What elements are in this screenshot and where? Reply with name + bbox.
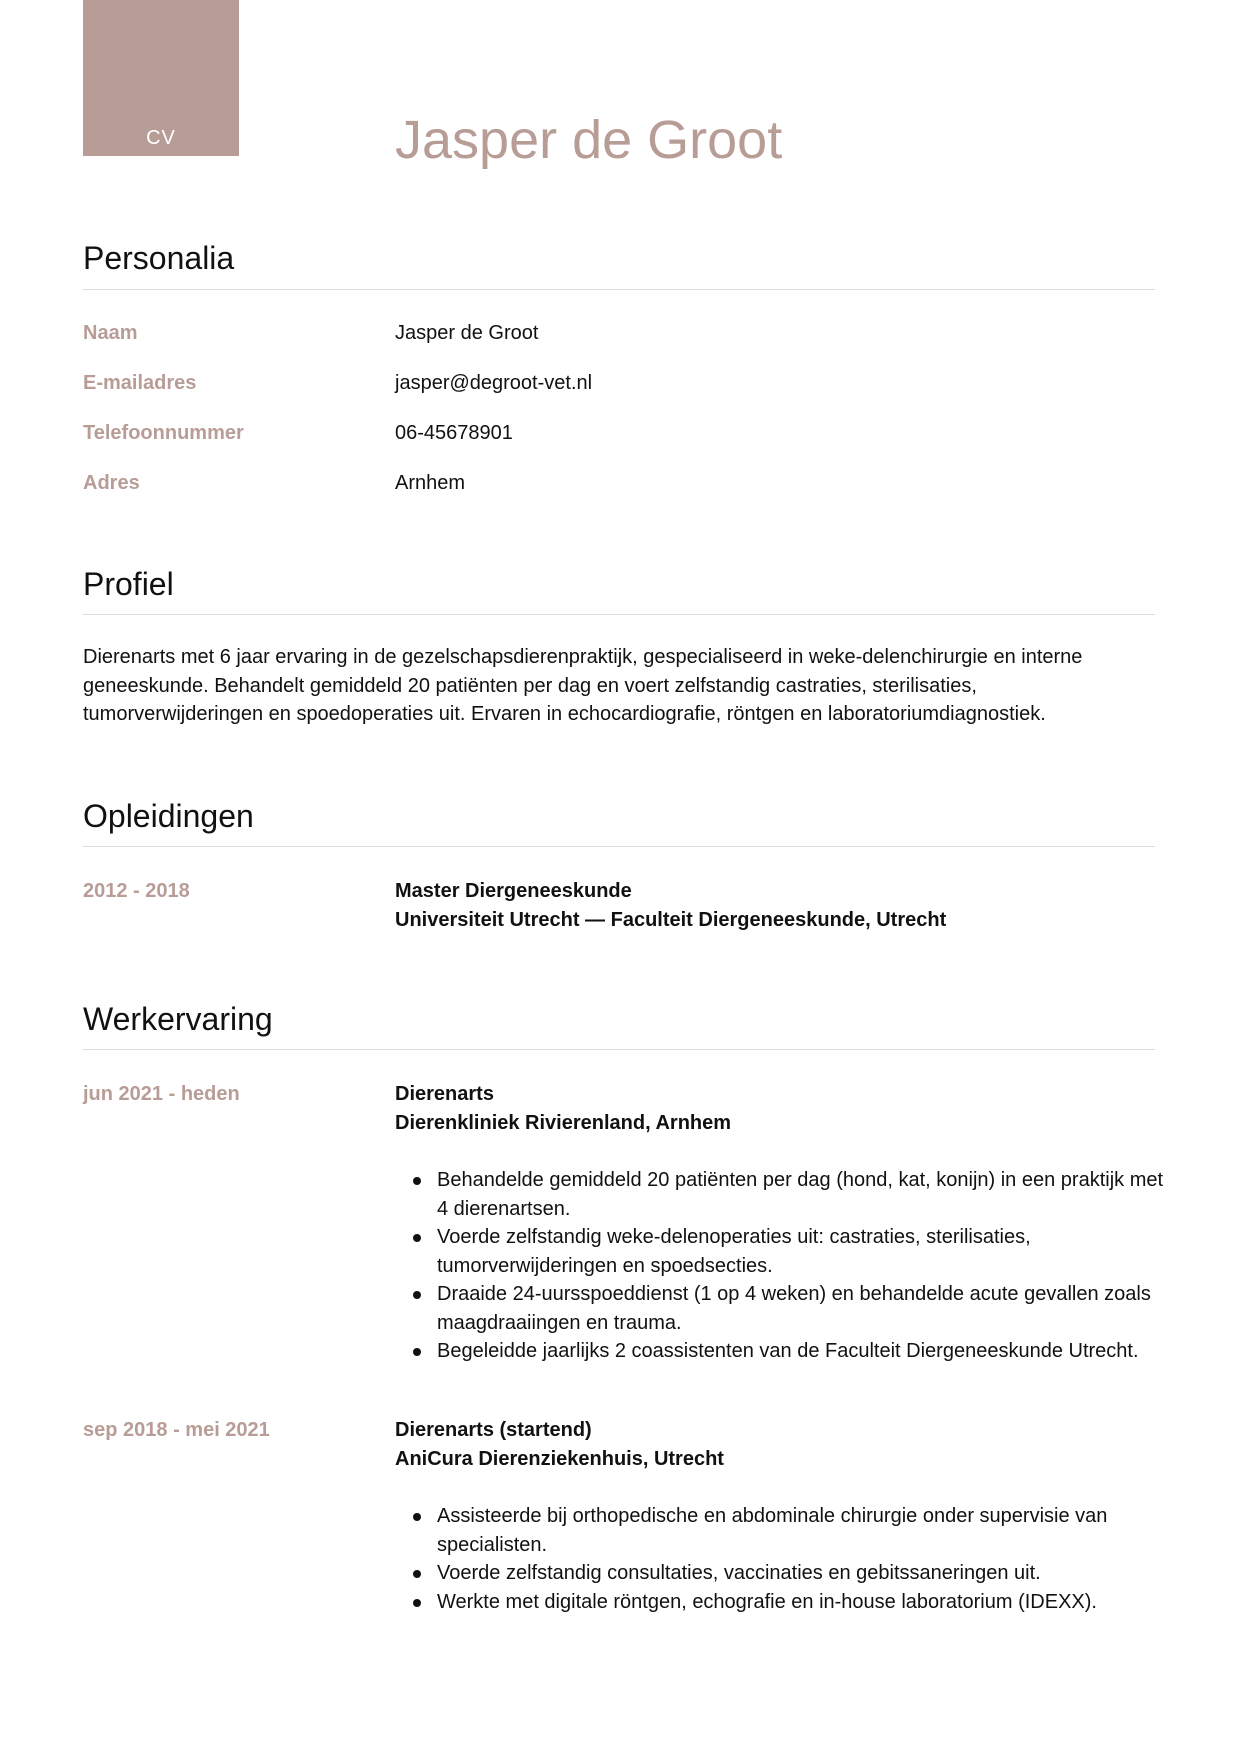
- list-item: [395, 1502, 1165, 1559]
- cv-badge-label: CV: [146, 127, 176, 149]
- field-label-adres: Adres: [83, 472, 140, 494]
- section-title-personalia: Personalia: [83, 240, 235, 276]
- education-institution: Universiteit Utrecht — Faculteit Diergeneeskunde, Utrecht: [395, 908, 947, 931]
- list-item: [395, 1559, 1165, 1588]
- list-item: [395, 1588, 1165, 1617]
- education-period: 2012 - 2018: [83, 880, 190, 902]
- bullet-text: Voerde zelfstandig consultaties, vaccinaties en gebitssaneringen uit.: [437, 1562, 1041, 1584]
- section-divider: [83, 289, 1155, 290]
- cv-badge: [83, 0, 239, 156]
- bullet-icon: [413, 1570, 421, 1578]
- job-entry: [395, 1416, 1155, 1473]
- list-item: [395, 1223, 1165, 1280]
- bullet-icon: [413, 1348, 421, 1356]
- job-period: sep 2018 - mei 2021: [83, 1419, 270, 1441]
- bullet-text: Behandelde gemiddeld 20 patiënten per dag (hond, kat, konijn) in een praktijk met 4 dierenartsen.: [437, 1169, 1164, 1220]
- job-employer: AniCura Dierenziekenhuis, Utrecht: [395, 1447, 724, 1470]
- field-value-telefoon: 06-45678901: [395, 422, 513, 444]
- job-entry: [395, 1080, 1155, 1137]
- education-entry: [395, 877, 1155, 934]
- field-value-adres: Arnhem: [395, 472, 466, 494]
- bullet-text: Draaide 24-uursspoeddienst (1 op 4 weken) en behandelde acute gevallen zoals maagdraaiingen en trauma.: [437, 1283, 1151, 1334]
- section-title-werkervaring: Werkervaring: [83, 1001, 273, 1037]
- job-bullet-list: [395, 1166, 1165, 1366]
- job-role: Dierenarts: [395, 1083, 494, 1105]
- bullet-icon: [413, 1599, 421, 1607]
- profile-summary: Dierenarts met 6 jaar ervaring in de gezelschapsdierenpraktijk, gespecialiseerd in weke-delenchirurgie en interne geneeskunde. Behandelt gemiddeld 20 patiënten per dag en voert zelfstandig castraties, sterilisaties, tumorverwijderingen en spoedoperaties uit. Ervaren in echocardiografie, röntgen en laboratoriumdiagnostiek.: [83, 646, 1083, 725]
- section-divider: [83, 1049, 1155, 1050]
- bullet-text: Voerde zelfstandig weke-delenoperaties uit: castraties, sterilisaties, tumorverwijderingen en spoedsecties.: [437, 1226, 1031, 1277]
- field-label-email: E-mailadres: [83, 372, 197, 394]
- field-value-naam: Jasper de Groot: [395, 322, 539, 344]
- job-role: Dierenarts (startend): [395, 1419, 592, 1441]
- page-title: Jasper de Groot: [395, 110, 783, 170]
- section-divider: [83, 614, 1155, 615]
- bullet-icon: [413, 1177, 421, 1185]
- education-degree: Master Diergeneeskunde: [395, 880, 632, 902]
- list-item: [395, 1166, 1165, 1223]
- bullet-text: Assisteerde bij orthopedische en abdominale chirurgie onder supervisie van specialisten.: [437, 1505, 1108, 1556]
- field-value-email: jasper@degroot-vet.nl: [395, 372, 593, 394]
- bullet-text: Begeleidde jaarlijks 2 coassistenten van de Faculteit Diergeneeskunde Utrecht.: [437, 1340, 1139, 1362]
- section-title-profiel: Profiel: [83, 566, 174, 602]
- job-bullet-list: [395, 1502, 1165, 1616]
- job-period: jun 2021 - heden: [83, 1083, 240, 1105]
- bullet-icon: [413, 1291, 421, 1299]
- list-item: [395, 1280, 1165, 1337]
- section-divider: [83, 846, 1155, 847]
- bullet-icon: [413, 1234, 421, 1242]
- field-label-telefoon: Telefoonnummer: [83, 422, 244, 444]
- job-employer: Dierenkliniek Rivierenland, Arnhem: [395, 1111, 732, 1134]
- bullet-icon: [413, 1513, 421, 1521]
- bullet-text: Werkte met digitale röntgen, echografie en in-house laboratorium (IDEXX).: [437, 1590, 1097, 1613]
- field-label-naam: Naam: [83, 322, 138, 344]
- list-item: [395, 1337, 1165, 1366]
- section-title-opleidingen: Opleidingen: [83, 798, 254, 834]
